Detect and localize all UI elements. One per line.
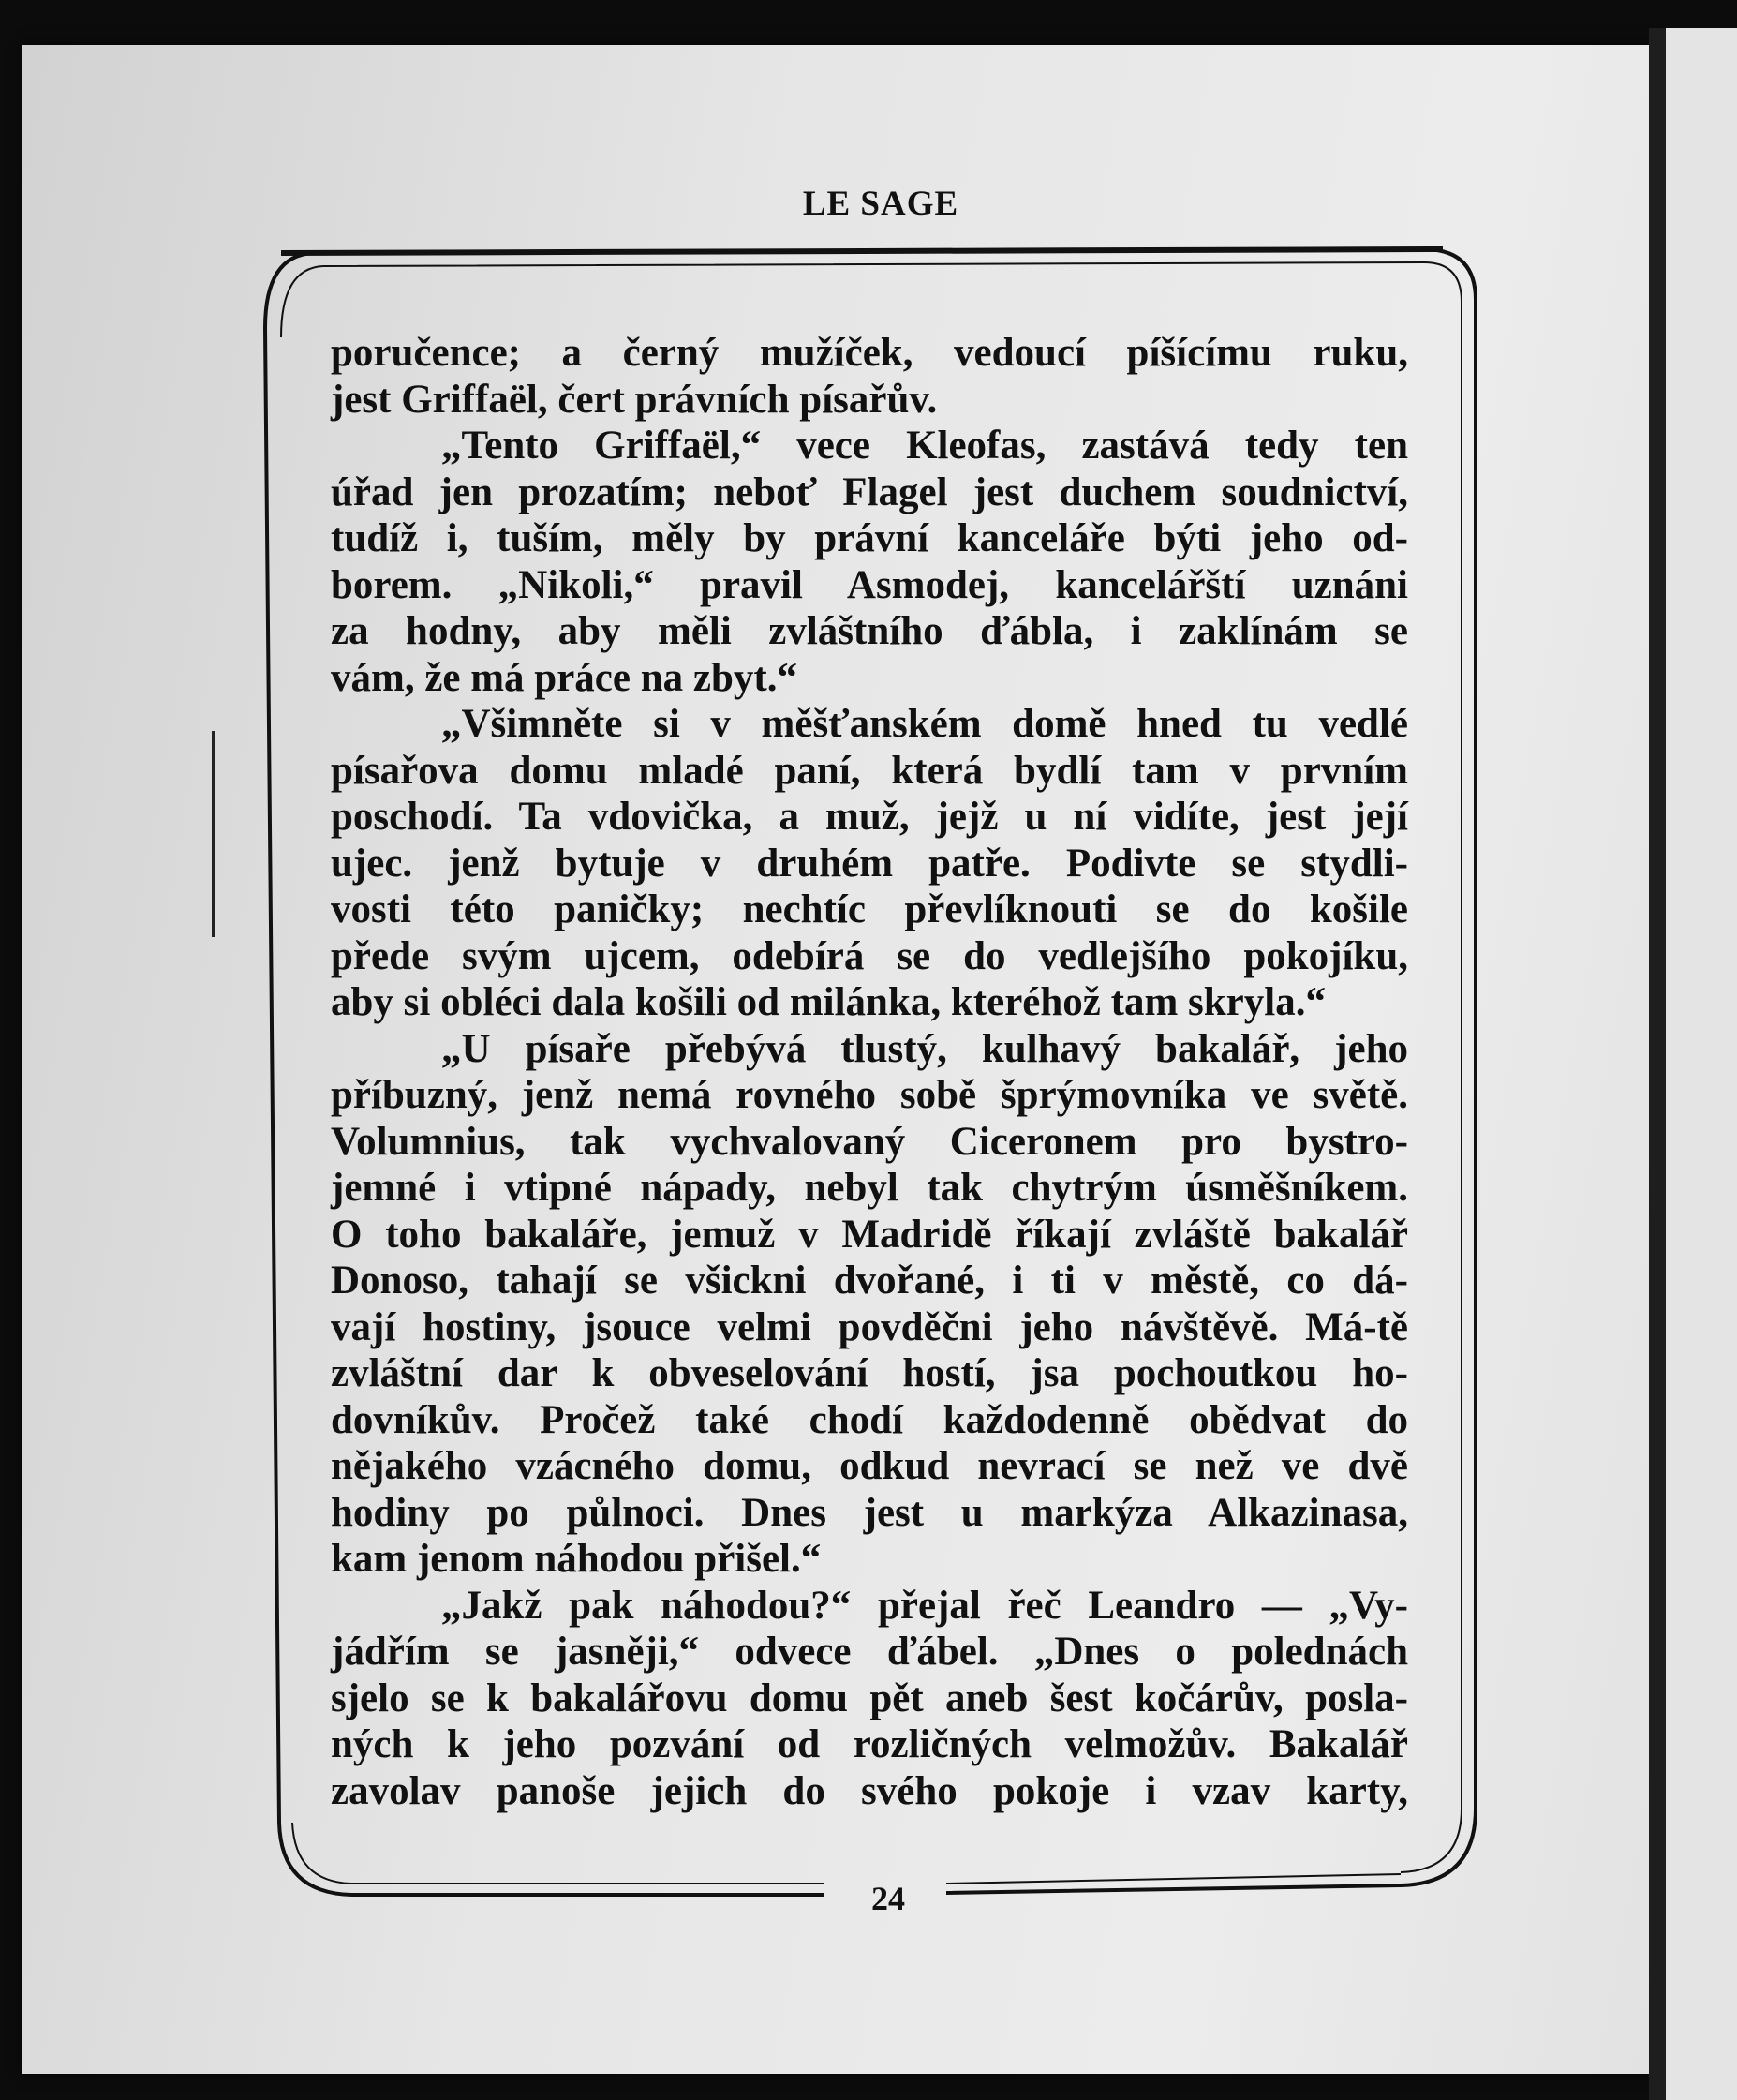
text-line: vám, že má práce na zbyt.“ <box>331 655 797 700</box>
text-line: písařova domu mladé paní, která bydlí tam v prvním <box>331 748 1408 793</box>
text-line: „Jakž pak náhodou?“ přejal řeč Leandro — „Vy- <box>441 1583 1408 1628</box>
text-line: poschodí. Ta vdovička, a muž, jejž u ní vidíte, jest její <box>331 795 1408 839</box>
text-line: jest Griffaël, čert právních písařův. <box>331 377 938 422</box>
text-line: nějakého vzácného domu, odkud nevrací se než ve dvě <box>331 1444 1408 1488</box>
text-line: „Všimněte si v měšťanském domě hned tu vedlé <box>441 702 1408 746</box>
running-head: LE SAGE <box>802 185 959 223</box>
text-line: zvláštní dar k obveselování hostí, jsa pochoutkou ho- <box>331 1351 1408 1395</box>
text-line: jemné i vtipné nápady, nebyl tak chytrým úsměšníkem. <box>331 1166 1408 1210</box>
text-line: O toho bakaláře, jemuž v Madridě říkají zvláště bakalář <box>331 1212 1408 1257</box>
text-line: ujec. jenž bytuje v druhém patře. Podivte se stydli- <box>331 841 1408 886</box>
text-line: dovníkův. Pročež také chodí každodenně obědvat do <box>331 1397 1408 1442</box>
text-line: přede svým ujcem, odebírá se do vedlejšího pokojíku, <box>331 933 1408 978</box>
text-line: za hodny, aby měli zvláštního ďábla, i zaklínám se <box>331 609 1408 653</box>
text-line: Donoso, tahají se všickni dvořané, i ti v městě, co dá- <box>331 1259 1408 1303</box>
margin-mark <box>212 731 215 937</box>
text-line: Volumnius, tak vychvalovaný Ciceronem pro bystro- <box>331 1119 1408 1164</box>
text-line: tudíž i, tuším, měly by právní kanceláře býti jeho od- <box>331 516 1408 560</box>
text-line: zavolav panoše jejich do svého pokoje i vzav karty, <box>331 1768 1408 1813</box>
text-line: příbuzný, jenž nemá rovného sobě šprýmovníka ve světě. <box>331 1073 1408 1117</box>
text-line: aby si obléci dala košili od milánka, kteréhož tam skryla.“ <box>331 980 1326 1024</box>
text-line: vají hostiny, jsouce velmi povděčni jeho návštěvě. Má-tě <box>331 1304 1408 1349</box>
text-line: „U písaře přebývá tlustý, kulhavý bakalář, jeho <box>441 1026 1408 1071</box>
body-text <box>331 330 1408 1814</box>
text-line: hodiny po půlnoci. Dnes jest u markýza Alkazinasa, <box>331 1490 1408 1535</box>
text-line: vosti této paničky; nechtíc převlíknouti se do košile <box>331 887 1408 931</box>
text-line: úřad jen prozatím; neboť Flagel jest duchem soudnictví, <box>331 469 1408 514</box>
text-line: kam jenom náhodou přišel.“ <box>331 1537 822 1581</box>
text-line: ných k jeho pozvání od rozličných velmožův. Bakalář <box>331 1722 1408 1766</box>
text-line: jádřím se jasněji,“ odvece ďábel. „Dnes o polednách <box>331 1630 1408 1674</box>
text-line: poručence; a černý mužíček, vedoucí píšícímu ruku, <box>331 331 1408 375</box>
text-line: „Tento Griffaël,“ vece Kleofas, zastává tedy ten <box>441 424 1408 468</box>
page-number: 24 <box>871 1880 905 1917</box>
text-line: sjelo se k bakalářovu domu pět aneb šest kočárův, posla- <box>331 1676 1408 1720</box>
text-line: borem. „Nikoli,“ pravil Asmodej, kancelářští uznáni <box>331 562 1408 607</box>
